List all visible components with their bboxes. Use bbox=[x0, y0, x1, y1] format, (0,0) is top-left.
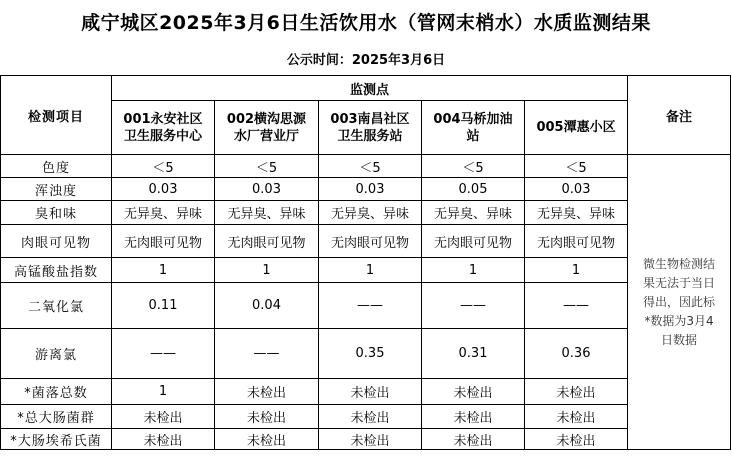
site-header: 004马桥加油 站 bbox=[422, 101, 525, 155]
cell-value: 0.36 bbox=[525, 329, 628, 379]
cell-value: 1 bbox=[422, 258, 525, 283]
cell-value: 未检出 bbox=[319, 379, 422, 405]
cell-value: —— bbox=[525, 283, 628, 329]
row-label: 肉眼可见物 bbox=[1, 225, 112, 258]
cell-value: 1 bbox=[525, 258, 628, 283]
cell-value: 无异臭、异味 bbox=[525, 201, 628, 225]
row-label: 浑浊度 bbox=[1, 178, 112, 201]
site-header: 002横沟思源 水厂营业厅 bbox=[215, 101, 319, 155]
cell-value: 未检出 bbox=[319, 429, 422, 450]
cell-value: 0.05 bbox=[422, 178, 525, 201]
row-label: 游离氯 bbox=[1, 329, 112, 379]
cell-value: 无肉眼可见物 bbox=[319, 225, 422, 258]
table-row bbox=[1, 329, 731, 379]
row-label: 二氧化氯 bbox=[1, 283, 112, 329]
cell-value: 未检出 bbox=[112, 405, 215, 429]
table-row bbox=[1, 225, 731, 258]
cell-value: 无异臭、异味 bbox=[319, 201, 422, 225]
header-row-1 bbox=[1, 76, 731, 101]
cell-value: —— bbox=[319, 283, 422, 329]
site-header: 005潭惠小区 bbox=[525, 101, 628, 155]
cell-value: 未检出 bbox=[525, 379, 628, 405]
cell-value: —— bbox=[215, 329, 319, 379]
cell-value: 未检出 bbox=[319, 405, 422, 429]
cell-value: 1 bbox=[215, 258, 319, 283]
cell-value: ＜5 bbox=[525, 155, 628, 178]
cell-value: ＜5 bbox=[112, 155, 215, 178]
header-item: 检测项目 bbox=[1, 76, 112, 155]
header-remark: 备注 bbox=[628, 76, 731, 155]
table-row bbox=[1, 201, 731, 225]
table-row bbox=[1, 283, 731, 329]
cell-value: 0.03 bbox=[525, 178, 628, 201]
cell-value: 无异臭、异味 bbox=[215, 201, 319, 225]
cell-value: 0.31 bbox=[422, 329, 525, 379]
report-title: 咸宁城区2025年3月6日生活饮用水（管网末梢水）水质监测结果 bbox=[81, 12, 651, 34]
cell-value: 未检出 bbox=[525, 429, 628, 450]
row-label: 色度 bbox=[1, 155, 112, 178]
cell-value: 未检出 bbox=[422, 379, 525, 405]
table-row bbox=[1, 429, 731, 450]
cell-value: 0.03 bbox=[215, 178, 319, 201]
table-row bbox=[1, 258, 731, 283]
site-header: 001永安社区 卫生服务中心 bbox=[112, 101, 215, 155]
cell-value: 1 bbox=[112, 258, 215, 283]
site-header: 003南昌社区 卫生服务站 bbox=[319, 101, 422, 155]
cell-value: —— bbox=[112, 329, 215, 379]
publish-date: 公示时间：2025年3月6日 bbox=[286, 53, 446, 68]
cell-value: 无异臭、异味 bbox=[422, 201, 525, 225]
cell-value: 1 bbox=[319, 258, 422, 283]
cell-value: 未检出 bbox=[112, 429, 215, 450]
table-row bbox=[1, 405, 731, 429]
cell-value: 1 bbox=[112, 379, 215, 405]
row-label: *总大肠菌群 bbox=[1, 405, 112, 429]
row-label: *菌落总数 bbox=[1, 379, 112, 405]
table-row bbox=[1, 178, 731, 201]
cell-value: 0.04 bbox=[215, 283, 319, 329]
cell-value: 无肉眼可见物 bbox=[525, 225, 628, 258]
cell-value: 未检出 bbox=[525, 405, 628, 429]
cell-value: 0.35 bbox=[319, 329, 422, 379]
cell-value: 0.11 bbox=[112, 283, 215, 329]
cell-value: 未检出 bbox=[215, 429, 319, 450]
header-points: 监测点 bbox=[112, 76, 628, 101]
cell-value: 未检出 bbox=[422, 405, 525, 429]
cell-value: 无肉眼可见物 bbox=[112, 225, 215, 258]
results-table bbox=[0, 75, 731, 450]
cell-value: 未检出 bbox=[215, 379, 319, 405]
cell-value: 无异臭、异味 bbox=[112, 201, 215, 225]
cell-value: —— bbox=[422, 283, 525, 329]
row-label: 高锰酸盐指数 bbox=[1, 258, 112, 283]
row-label: 臭和味 bbox=[1, 201, 112, 225]
cell-value: 未检出 bbox=[215, 405, 319, 429]
row-label: *大肠埃希氏菌 bbox=[1, 429, 112, 450]
cell-value: ＜5 bbox=[319, 155, 422, 178]
table-row bbox=[1, 379, 731, 405]
remark-cell: 微生物检测结 果无法于当日 得出，因此标 *数据为3月4 日数据 bbox=[628, 155, 731, 450]
cell-value: 未检出 bbox=[422, 429, 525, 450]
cell-value: 0.03 bbox=[319, 178, 422, 201]
cell-value: ＜5 bbox=[422, 155, 525, 178]
cell-value: 无肉眼可见物 bbox=[422, 225, 525, 258]
cell-value: ＜5 bbox=[215, 155, 319, 178]
cell-value: 0.03 bbox=[112, 178, 215, 201]
table-row bbox=[1, 155, 731, 178]
cell-value: 无肉眼可见物 bbox=[215, 225, 319, 258]
